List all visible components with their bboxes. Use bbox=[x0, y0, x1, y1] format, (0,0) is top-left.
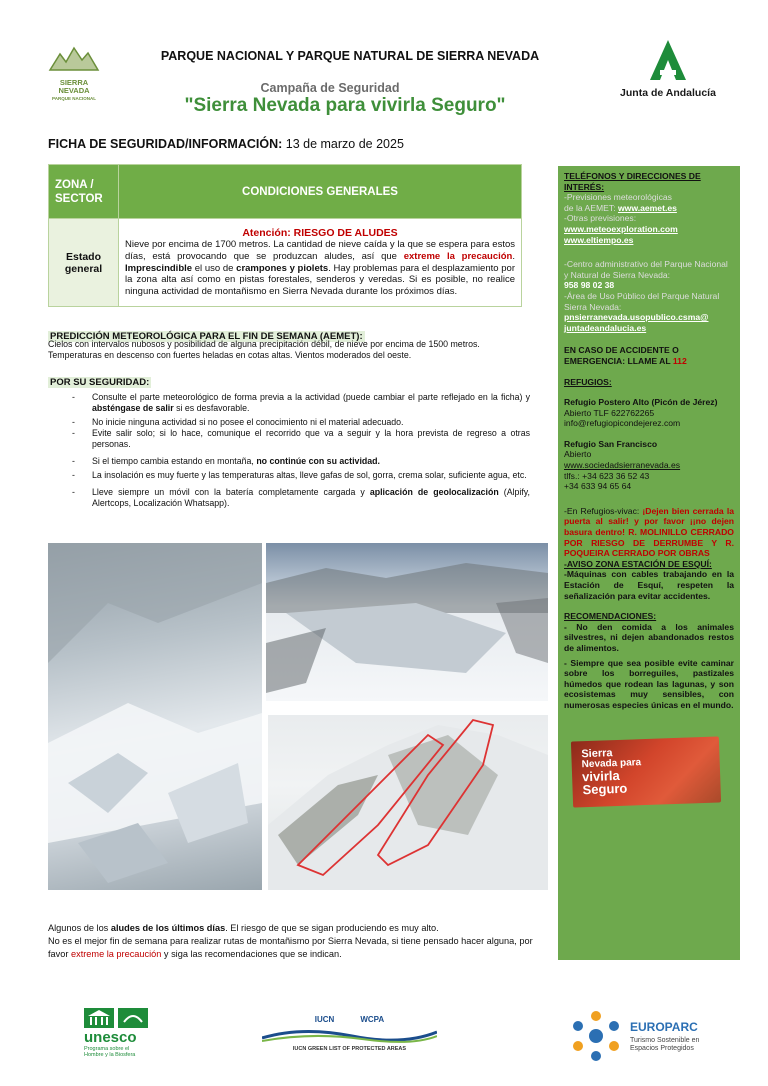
junta-andalucia-logo bbox=[608, 38, 728, 100]
logo-text bbox=[46, 79, 102, 103]
emergency-text: EN CASO DE ACCIDENTE O EMERGENCIA: LLAME AL bbox=[564, 345, 679, 366]
refugio-1-email: info@refugiopicondejerez.com bbox=[564, 418, 681, 429]
photo-caption bbox=[48, 922, 534, 961]
info-sidebar bbox=[558, 166, 740, 960]
iucn-wcpa-row bbox=[262, 1015, 437, 1024]
iucn-text: IUCN bbox=[314, 1015, 335, 1024]
caption-line-1 bbox=[48, 922, 534, 935]
aemet-link[interactable]: www.aemet.es bbox=[617, 202, 677, 213]
europarc-logo bbox=[570, 1010, 720, 1066]
ski-warning-text: -Máquinas con cables trabajando en la Estación de Esquí, respeten la señalización para evitar accidentes. bbox=[564, 569, 734, 601]
phones-title: TELÉFONOS Y DIRECCIONES DE INTERÉS: bbox=[564, 171, 701, 192]
area-email-link[interactable]: pnsierranevada.usopublico.csma@ juntadeandalucia.es bbox=[564, 312, 709, 333]
logo-line-3: PARQUE NACIONAL bbox=[52, 96, 96, 101]
iucn-logo bbox=[262, 1015, 437, 1071]
item-text-end: si es desfavorable. bbox=[173, 403, 250, 413]
item-text: No inicie ninguna actividad si no posee el conocimiento ni el material adecuado. bbox=[92, 417, 404, 427]
cond-text-3: el uso de bbox=[192, 262, 237, 274]
list-item bbox=[92, 456, 530, 467]
iucn-subtitle: IUCN GREEN LIST OF PROTECTED AREAS bbox=[292, 1046, 407, 1052]
meteoexploration-link[interactable]: www.meteoexploration.com bbox=[564, 223, 678, 234]
col-general-header: CONDICIONES GENERALES bbox=[119, 165, 522, 219]
item-text: Si el tiempo cambia estando en montaña, bbox=[92, 456, 257, 466]
eltiempo-link[interactable]: www.eltiempo.es bbox=[564, 234, 634, 245]
list-item bbox=[92, 470, 530, 481]
area-label: -Área de Uso Público del Parque Natural Sierra Nevada: bbox=[564, 290, 720, 312]
refugio-1-phone: Abierto TLF 622762265 bbox=[564, 407, 655, 418]
recommendation-1: - No den comida a los animales silvestres, ni dejen abandonados restos de alimentos. bbox=[564, 621, 734, 653]
cond-text-1: Nieve por encima de 1700 metros. La cantidad de nieve caída y la que se espera para estos días, está provocando que se produzcan aludes, así que bbox=[125, 239, 515, 262]
aemet-label-2: de la AEMET: bbox=[564, 202, 618, 213]
logo-line-2: NEVADA bbox=[58, 86, 90, 95]
list-item bbox=[92, 428, 530, 450]
cond-text-bold-2: crampones y piolets bbox=[236, 262, 329, 274]
refugio-2-name: Refugio San Francisco bbox=[564, 438, 658, 449]
list-item bbox=[92, 417, 530, 428]
ski-warning-title: -AVISO ZONA ESTACIÓN DE ESQUÍ: bbox=[564, 558, 712, 569]
junta-logo-text: Junta de Andalucía bbox=[620, 87, 716, 99]
item-text: Consulte el parte meteorológico de forma previa a la actividad (puede cambiar el parte reflejado en la ficha) y bbox=[92, 392, 530, 402]
cond-text-red: extreme la precaución bbox=[403, 250, 513, 262]
cond-text-4: . Hay problemas para el desplazamiento por la zona alta así como en pistas forestales, senderos y veredas. Si es posible, no realice ninguna actividad de montañismo en Sierra Nevada durante los próximos días. bbox=[125, 262, 515, 297]
list-item bbox=[92, 487, 530, 509]
safety-title: POR SU SEGURIDAD: bbox=[50, 377, 150, 388]
aemet-label-1: -Previsiones meteorológicas bbox=[564, 192, 672, 203]
col-zone-header: ZONA / SECTOR bbox=[49, 165, 119, 219]
caption-text: No es el mejor fin de semana para realizar rutas de montañismo por Sierra Nevada, si tiene pensado hacer alguna, por favor bbox=[48, 936, 533, 959]
europarc-sub-1: Turismo Sostenible en bbox=[630, 1037, 700, 1044]
promo-line-2: Nevada para bbox=[581, 756, 642, 770]
refugio-1-name: Refugio Postero Alto (Picón de Jérez) bbox=[564, 397, 718, 408]
recommendation-2: - Siempre que sea posible evite caminar sobre los borreguiles, pastizales húmedos que rodean las lagunas, y son ecosistemas muy sensibles, con numerosas especies únicas en el mundo. bbox=[564, 657, 734, 710]
item-text: Evite salir solo; si lo hace, comunique el recorrido que va a seguir y la hora prevista de regreso a otras personas. bbox=[92, 428, 530, 449]
vivac-warning: ¡Dejen bien cerrada la puerta al salir! y por favor ¡¡no dejen basura dentro! R. MOLINILLO CERRADO POR RIESGO DE DERRUMBE Y R. POQUEIRA CERRADO POR OBRAS bbox=[564, 505, 734, 559]
campaign-label: Campaña de Seguridad bbox=[260, 81, 400, 95]
cond-text-bold-1: Imprescindible bbox=[125, 262, 193, 274]
list-item bbox=[92, 392, 530, 414]
refugio-2-web-link[interactable]: www.sociedadsierranevada.es bbox=[564, 460, 681, 471]
centro-phone: 958 98 02 38 bbox=[564, 280, 615, 291]
recommendations-title: RECOMENDACIONES: bbox=[564, 611, 657, 622]
avalanche-photo-1 bbox=[48, 543, 262, 890]
refugios-title: REFUGIOS: bbox=[564, 376, 612, 387]
avalanche-photo-2 bbox=[266, 543, 548, 701]
campaign-slogan: "Sierra Nevada para vivirla Seguro" bbox=[184, 95, 506, 116]
forecast-title: PREDICCIÓN METEOROLÓGICA PARA EL FIN DE SEMANA (AEMET): bbox=[50, 331, 363, 342]
unesco-temple-icon bbox=[84, 1008, 148, 1028]
item-text-end: (Alpify, Alertcops, Localización Whatsapp). bbox=[92, 487, 530, 508]
europarc-sub-2: Espacios Protegidos bbox=[630, 1045, 694, 1052]
caption-text: y siga las recomendaciones que se indican. bbox=[161, 949, 342, 959]
ficha-line bbox=[48, 137, 404, 151]
item-bold: aplicación de geolocalización bbox=[369, 487, 499, 497]
junta-emblem-icon bbox=[646, 38, 690, 82]
unesco-subtitle: Programa sobre el Hombre y la Biosfera bbox=[84, 1046, 136, 1058]
page-title: PARQUE NACIONAL Y PARQUE NATURAL DE SIERRA NEVADA bbox=[160, 49, 540, 63]
centro-label: -Centro administrativo del Parque Nacional y Natural de Sierra Nevada: bbox=[564, 259, 728, 280]
item-bold: absténgase de salir bbox=[92, 403, 174, 413]
promo-line-1: Sierra bbox=[581, 746, 613, 760]
promo-line-4: Seguro bbox=[582, 780, 628, 797]
caption-bold: aludes de los últimos días bbox=[110, 923, 226, 933]
refugio-2-phone-2: +34 633 94 65 64 bbox=[564, 481, 632, 492]
forecast-text: Cielos con intervalos nubosos y posibilidad de alguna precipitación débil, de nieve por encima de 1500 metros. Temperaturas en descenso con fuertes heladas en cotas altas. Vientos moderados del oeste. bbox=[48, 339, 480, 360]
caption-text: Algunos de los bbox=[48, 923, 111, 933]
ficha-date: 13 de marzo de 2025 bbox=[285, 137, 404, 151]
cond-text-2: . bbox=[512, 250, 516, 262]
other-forecasts-label: -Otras previsiones: bbox=[564, 213, 637, 224]
green-list-wave-icon bbox=[262, 1024, 437, 1044]
attention-label: Atención: RIESGO DE ALUDES bbox=[242, 226, 398, 239]
logo-line-1: SIERRA bbox=[59, 78, 89, 87]
europarc-text: EUROPARC bbox=[630, 1020, 698, 1034]
ficha-label: FICHA DE SEGURIDAD/INFORMACIÓN: bbox=[48, 137, 283, 151]
promo-line-3: vivirla bbox=[581, 767, 620, 784]
sierra-nevada-logo bbox=[46, 44, 102, 106]
vivac-label: -En Refugios-vivac: bbox=[564, 505, 643, 516]
avalanche-photo-3 bbox=[268, 715, 548, 890]
caption-red: extreme la precaución bbox=[70, 949, 162, 959]
europarc-star-icon bbox=[570, 1010, 622, 1062]
caption-line-2 bbox=[48, 935, 534, 961]
item-bold: no continúe con su actividad. bbox=[256, 456, 380, 466]
conditions-text bbox=[119, 219, 522, 307]
campaign-promo-photo bbox=[571, 736, 721, 807]
conditions-table bbox=[48, 164, 522, 307]
emergency-number: 112 bbox=[672, 355, 687, 366]
wcpa-text: WCPA bbox=[360, 1015, 385, 1024]
europarc-subtitle bbox=[630, 1037, 699, 1053]
safety-list bbox=[92, 392, 530, 512]
safety-title-wrap bbox=[48, 372, 151, 390]
item-text: La insolación es muy fuerte y las temperaturas altas, lleve gafas de sol, gorra, crema solar, suficiente agua, etc. bbox=[92, 470, 527, 480]
item-text: Lleve siempre un móvil con la batería completamente cargada y bbox=[92, 487, 370, 497]
refugio-2-status: Abierto bbox=[564, 449, 592, 460]
unesco-text: unesco bbox=[84, 1029, 137, 1046]
unesco-logo bbox=[84, 1008, 154, 1068]
refugio-2-phone-1: tlfs.: +34 623 36 52 43 bbox=[564, 470, 650, 481]
row-label-estado: Estado general bbox=[49, 219, 119, 307]
caption-text: . El riesgo de que se sigan produciendo es muy alto. bbox=[225, 923, 439, 933]
